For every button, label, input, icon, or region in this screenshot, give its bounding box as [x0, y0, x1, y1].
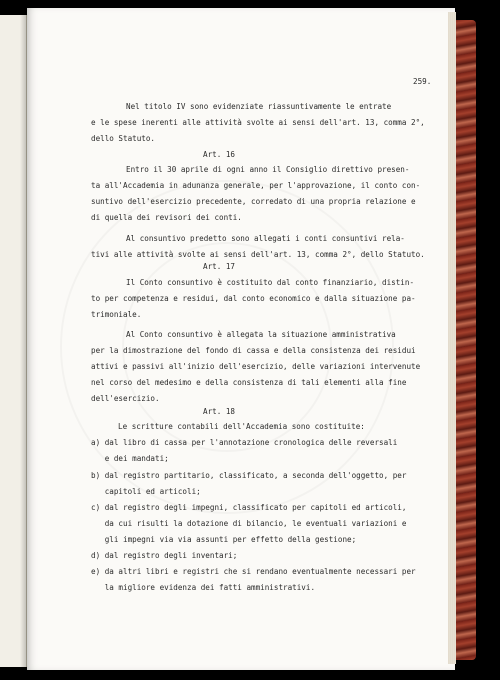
- text-line: per la dimostrazione del fondo di cassa e della consistenza dei residui: [91, 346, 416, 355]
- article-heading: Art. 16: [203, 150, 236, 159]
- article-heading: Art. 17: [203, 262, 236, 271]
- list-item: la migliore evidenza dei fatti amministrativi.: [91, 583, 316, 592]
- text-line: dello Statuto.: [91, 134, 156, 143]
- text-line: tivi alle attività svolte ai sensi dell'art. 13, comma 2°, dello Statuto.: [91, 250, 425, 259]
- text-line: Entro il 30 aprile di ogni anno il Consiglio direttivo presen-: [126, 165, 410, 174]
- list-item: c) dal registro degli impegni, classificato per capitoli ed articoli,: [91, 503, 407, 512]
- list-item: e) da altri libri e registri che si rendano eventualmente necessari per: [91, 567, 416, 576]
- list-item: d) dal registro degli inventari;: [91, 551, 238, 560]
- article-heading: Art. 18: [203, 407, 236, 416]
- text-line: Al Conto consuntivo è allegata la situazione amministrativa: [126, 330, 396, 339]
- list-item: a) dal libro di cassa per l'annotazione cronologica delle reversali: [91, 438, 398, 447]
- text-line: ta all'Accademia in adunanza generale, per l'approvazione, il conto con-: [91, 181, 421, 190]
- text-line: Le scritture contabili dell'Accademia sono costituite:: [118, 422, 365, 431]
- text-line: Nel titolo IV sono evidenziate riassuntivamente le entrate: [126, 102, 392, 111]
- text-line: nel corso del medesimo e della consistenza di tali elementi alla fine: [91, 378, 407, 387]
- text-line: suntivo dell'esercizio precedente, corredato di una propria relazione e: [91, 197, 416, 206]
- list-item: da cui risulti la dotazione di bilancio, le eventuali variazioni e: [91, 519, 407, 528]
- text-line: Al consuntivo predetto sono allegati i conti consuntivi rela-: [126, 234, 405, 243]
- list-item: capitoli ed articoli;: [91, 487, 201, 496]
- text-line: di quella dei revisori dei conti.: [91, 213, 242, 222]
- text-line: Il Conto consuntivo è costituito dal conto finanziario, distin-: [126, 278, 415, 287]
- list-item: b) dal registro partitario, classificato, a seconda dell'oggetto, per: [91, 471, 407, 480]
- page-number: 259.: [413, 77, 432, 86]
- list-item: e dei mandati;: [91, 454, 169, 463]
- text-line: e le spese inerenti alle attività svolte ai sensi dell'art. 13, comma 2°,: [91, 118, 425, 127]
- page-stack-edge: [448, 12, 456, 664]
- text-line: trimoniale.: [91, 310, 142, 319]
- text-line: to per competenza e residui, dal conto economico e dalla situazione pa-: [91, 294, 416, 303]
- text-line: dell'esercizio.: [91, 394, 160, 403]
- list-item: gli impegni via via assunti per effetto della gestione;: [91, 535, 357, 544]
- text-line: attivi e passivi all'inizio dell'esercizio, delle variazioni intervenute: [91, 362, 421, 371]
